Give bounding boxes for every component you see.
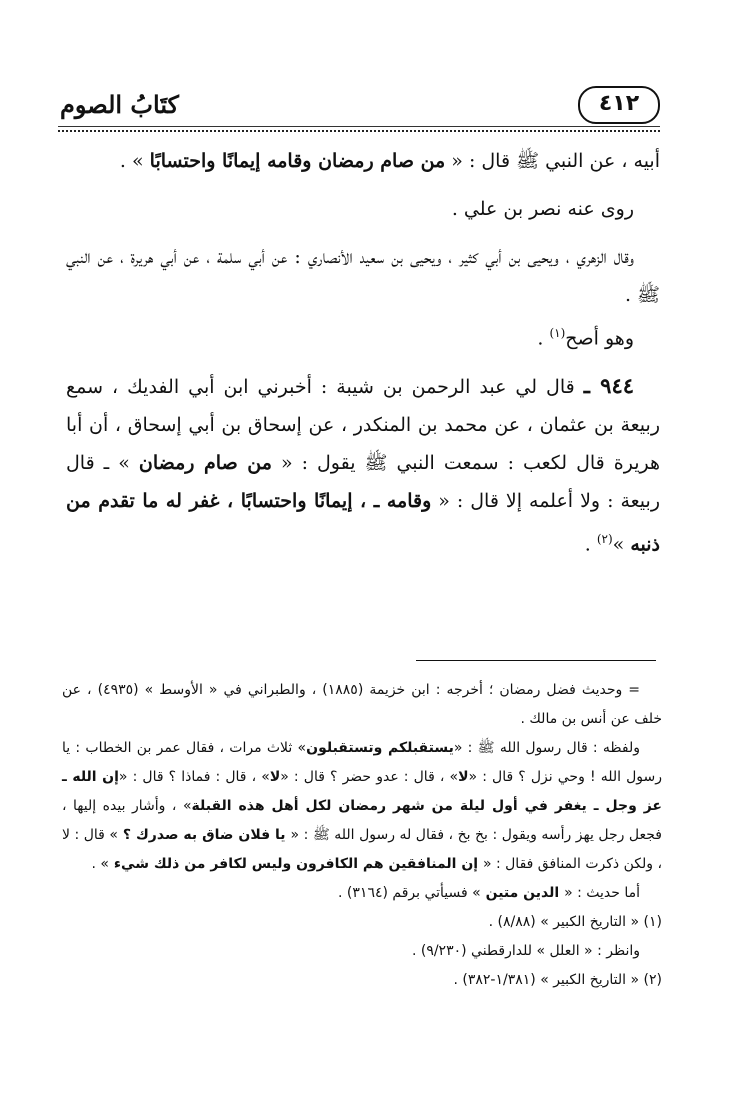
header-divider: [58, 126, 660, 132]
footnote: أما حديث : « الدين متين » فسيأتي برقم (٣١٦٤) .: [338, 885, 640, 901]
footnote: (٢) « التاريخ الكبير » (١/٣٨١-٣٨٢) .: [453, 972, 662, 988]
page-header: [60, 84, 660, 128]
footnote-divider: [416, 660, 656, 661]
paragraph: وهو أصح$^{(١)}$ .: [537, 326, 634, 350]
page-number: ٤١٢: [578, 86, 660, 124]
footnote: وانظر : « العلل » للدارقطني (٩/٢٣٠) .: [411, 943, 640, 959]
footnote-ref: (٢): [596, 532, 613, 547]
footnote-ref: (١): [549, 326, 566, 340]
footnote: = وحديث فضل رمضان ؛ أخرجه : ابن خزيمة (١٨٨٥) ، والطبراني في « الأوسط » (٤٩٣٥) ، عن خلف عن أنس بن مالك .: [62, 682, 662, 727]
hadith-quote: وقامه ـ ، إيمانًا واحتسابًا ، غفر له ما تقدم من ذنبه: [66, 490, 660, 556]
hadith-quote: من صام رمضان وقامه إيمانًا واحتسابًا: [149, 150, 446, 172]
hadith-entry: ٩٤٤ ـ قال لي عبد الرحمن بن شيبة : أخبرني ابن أبي الفديك ، سمع ربيعة بن عثمان ، عن محمد بن المنكدر ، عن إسحاق بن أبي إسحاق ، أن أبا هريرة قال لكعب : سمعت النبي ﷺ يقول : « من صام رمضان » ـ قال ربيعة : ولا أعلمه إلا قال : « وقامه ـ ، إيمانًا واحتسابًا ، غفر له ما تقدم من ذنبه »$^{(٢)}$ .: [66, 373, 660, 556]
chapter-title: كتَابُ الصوم: [60, 90, 179, 119]
main-text: [66, 142, 660, 564]
paragraph: أبيه ، عن النبي ﷺ قال : « من صام رمضان وقامه إيمانًا واحتسابًا » .: [119, 150, 660, 172]
hadith-quote: من صام رمضان: [138, 452, 272, 475]
footnote: (١) « التاريخ الكبير » (٨/٨٨) .: [488, 914, 662, 930]
footnotes: [62, 676, 662, 995]
footnote: ولفظه : قال رسول الله ﷺ : «يستقبلكم وتستقبلون» ثلاث مرات ، فقال عمر بن الخطاب : يا رسول الله ! وحي نزل ؟ قال : «لا» ، قال : عدو حضر ؟ قال : «لا» ، قال : فماذا ؟ قال : «إن الله ـ عز وجل ـ يغفر في أول ليلة من شهر رمضان لكل أهل هذه القبلة» ، وأشار بيده إليها ، فجعل رجل يهز رأسه ويقول : بخ بخ ، فقال له رسول الله ﷺ : « يا فلان ضاق به صدرك ؟ » قال : لا ، ولكن ذكرت المنافق فقال : « إن المنافقين هم الكافرون وليس لكافر من ذلك شيء » .: [62, 740, 663, 872]
paragraph: وقال الزهري ، ويحيى بن أبي كثير ، ويحيى بن سعيد الأنصاري : عن أبي سلمة ، عن أبي هريرة ، عن النبي ﷺ .: [66, 246, 660, 306]
paragraph: روى عنه نصر بن علي .: [451, 198, 634, 220]
hadith-number: ٩٤٤ ـ: [583, 373, 635, 399]
